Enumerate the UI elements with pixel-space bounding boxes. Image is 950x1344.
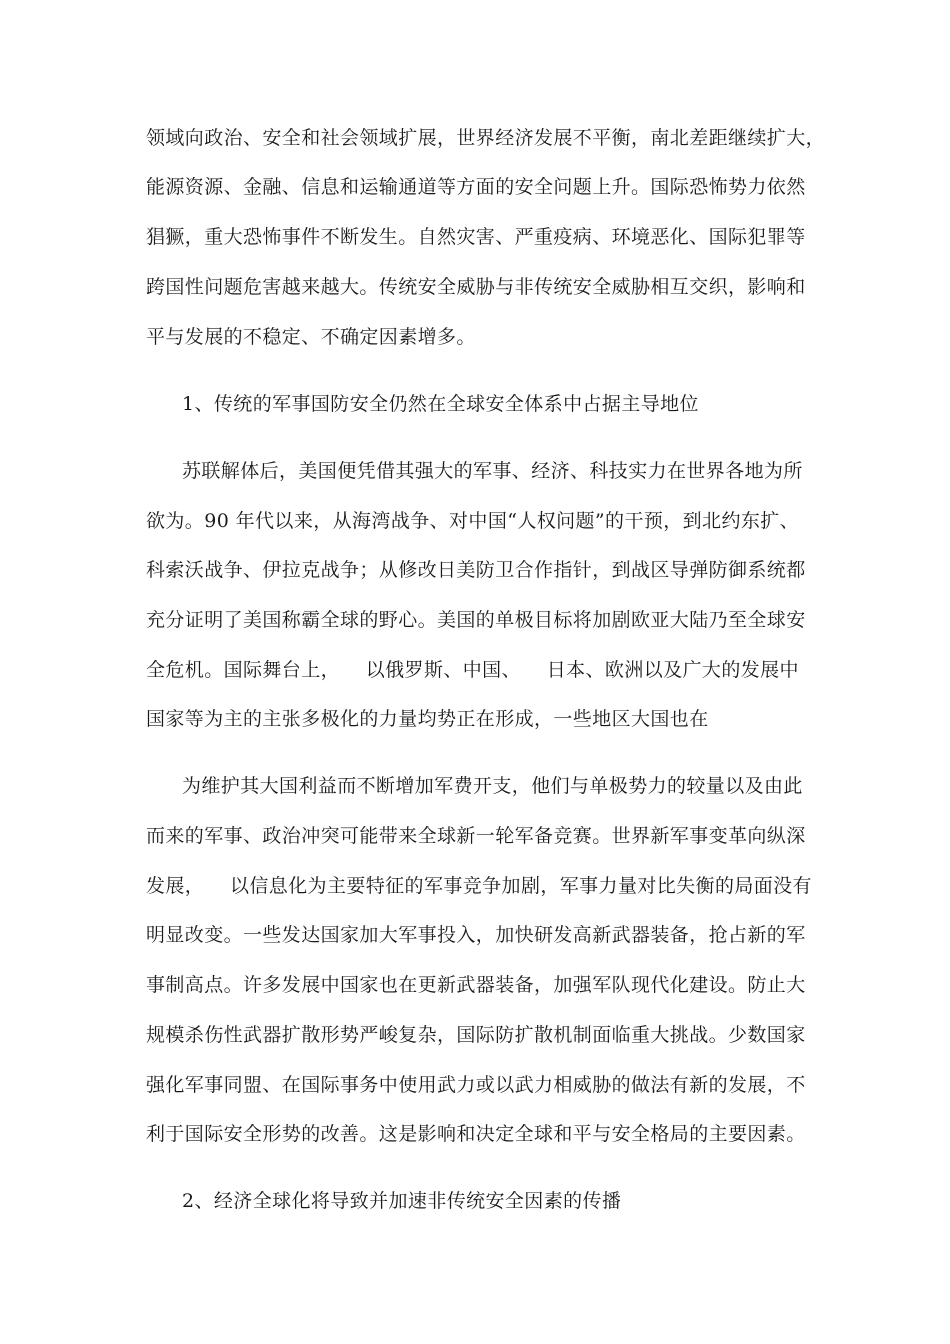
paragraph-1-line-1: 领域向政治、安全和社会领域扩展，世界经济发展不平衡，南北差距继续扩大，: [146, 127, 826, 149]
paragraph-3-line-6: 规模杀伤性武器扩散形势严峻复杂，国际防扩散机制面临重大挑战。少数国家: [146, 1024, 806, 1046]
section-heading-2: 2、经济全球化将导致并加速非传统安全因素的传播: [182, 1190, 622, 1212]
paragraph-2-line-1: 苏联解体后，美国便凭借其强大的军事、经济、科技实力在世界各地为所: [182, 460, 803, 482]
paragraph-1-line-5: 平与发展的不稳定、不确定因素增多。: [146, 326, 476, 348]
paragraph-3-line-3: 发展， 以信息化为主要特征的军事竞争加剧，军事力量对比失衡的局面没有: [146, 875, 812, 897]
paragraph-2-line-2: 欲为。90 年代以来，从海湾战争、对中国“人权问题”的干预，到北约东扩、: [146, 510, 800, 532]
paragraph-3-line-1: 为维护其大国利益而不断增加军费开支，他们与单极势力的较量以及由此: [182, 775, 803, 797]
paragraph-2-line-5: 全危机。国际舞台上， 以俄罗斯、中国、 日本、欧洲以及广大的发展中: [146, 659, 799, 681]
paragraph-2-line-6: 国家等为主的主张多极化的力量均势正在形成，一些地区大国也在: [146, 708, 709, 730]
paragraph-3-line-7: 强化军事同盟、在国际事务中使用武力或以武力相威胁的做法有新的发展，不: [146, 1074, 806, 1096]
paragraph-3-line-4: 明显改变。一些发达国家加大军事投入，加快研发高新武器装备，抢占新的军: [146, 924, 806, 946]
paragraph-1-line-4: 跨国性问题危害越来越大。传统安全威胁与非传统安全威胁相互交织，影响和: [146, 276, 806, 298]
paragraph-3-line-5: 事制高点。许多发展中国家也在更新武器装备，加强军队现代化建设。防止大: [146, 974, 806, 996]
section-heading-1: 1、传统的军事国防安全仍然在全球安全体系中占据主导地位: [182, 393, 699, 415]
paragraph-1-line-2: 能源资源、金融、信息和运输通道等方面的安全问题上升。国际恐怖势力依然: [146, 176, 806, 198]
paragraph-2-line-3: 科索沃战争、伊拉克战争；从修改日美防卫合作指针，到战区导弹防御系统都: [146, 559, 806, 581]
paragraph-3-line-8: 利于国际安全形势的改善。这是影响和决定全球和平与安全格局的主要因素。: [146, 1123, 806, 1145]
paragraph-2-line-4: 充分证明了美国称霸全球的野心。美国的单极目标将加剧欧亚大陆乃至全球安: [146, 609, 806, 631]
paragraph-1-line-3: 猖獗，重大恐怖事件不断发生。自然灾害、严重疫病、环境恶化、国际犯罪等: [146, 226, 806, 248]
paragraph-3-line-2: 而来的军事、政治冲突可能带来全球新一轮军备竞赛。世界新军事变革向纵深: [146, 825, 806, 847]
